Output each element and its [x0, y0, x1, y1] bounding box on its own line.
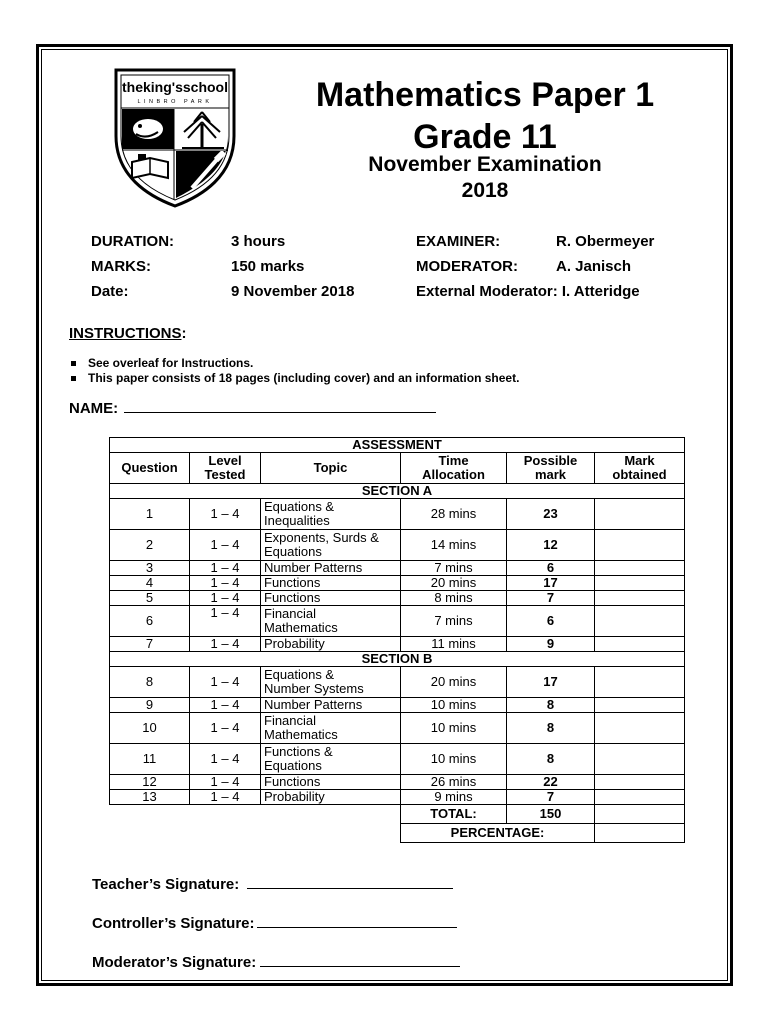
table-row — [110, 606, 685, 637]
header-question: Question — [110, 453, 190, 484]
cell-level: 1 – 4 — [190, 667, 261, 698]
cell-topic: Functions — [261, 775, 401, 790]
instructions-heading-colon: : — [181, 325, 187, 342]
cell-level: 1 – 4 — [190, 499, 261, 530]
cell-possible-mark: 9 — [507, 637, 595, 652]
teacher-signature-label: Teacher’s Signature: — [92, 876, 240, 893]
date-label: Date: — [91, 283, 129, 300]
cell-question: 5 — [110, 591, 190, 606]
header-possible-mark: Possible mark — [507, 453, 595, 484]
cell-time: 10 mins — [401, 698, 507, 713]
cell-level: 1 – 4 — [190, 698, 261, 713]
name-label: NAME: — [69, 400, 119, 417]
cell-question: 3 — [110, 561, 190, 576]
cell-time: 26 mins — [401, 775, 507, 790]
table-row — [110, 499, 685, 530]
cell-topic: Financial Mathematics — [261, 606, 401, 637]
percentage-value[interactable] — [595, 824, 685, 843]
svg-text:LINBRO PARK: LINBRO PARK — [137, 99, 213, 105]
moderator-label: MODERATOR: — [416, 258, 518, 275]
controller-signature-line[interactable] — [257, 913, 457, 928]
cell-question: 10 — [110, 713, 190, 744]
paper-title: Mathematics Paper 1 — [315, 76, 655, 114]
cell-time: 7 mins — [401, 561, 507, 576]
cell-possible-mark: 8 — [507, 713, 595, 744]
marks-label: MARKS: — [91, 258, 151, 275]
name-line[interactable] — [124, 398, 436, 413]
duration-value: 3 hours — [231, 233, 286, 250]
section-a-header: SECTION A — [110, 484, 685, 499]
cell-question: 12 — [110, 775, 190, 790]
header-level: Level Tested — [190, 453, 261, 484]
table-row — [110, 790, 685, 805]
cell-time: 10 mins — [401, 713, 507, 744]
teacher-signature[interactable] — [92, 874, 453, 893]
cell-time: 11 mins — [401, 637, 507, 652]
cell-possible-mark: 6 — [507, 561, 595, 576]
cell-question: 8 — [110, 667, 190, 698]
table-row — [110, 713, 685, 744]
cell-topic: Number Patterns — [261, 698, 401, 713]
external-moderator: External Moderator: I. Atteridge — [416, 283, 640, 300]
cell-topic: Exponents, Surds & Equations — [261, 530, 401, 561]
school-crest-logo — [112, 66, 238, 208]
cell-topic: Equations & Inequalities — [261, 499, 401, 530]
table-row — [110, 591, 685, 606]
cell-time: 28 mins — [401, 499, 507, 530]
cell-time: 20 mins — [401, 576, 507, 591]
cell-question: 4 — [110, 576, 190, 591]
table-row — [110, 744, 685, 775]
examiner-label: EXAMINER: — [416, 233, 501, 250]
cell-level: 1 – 4 — [190, 530, 261, 561]
table-row — [110, 775, 685, 790]
cell-mark-obtained[interactable] — [595, 790, 685, 805]
teacher-signature-line[interactable] — [247, 874, 453, 889]
name-field[interactable] — [69, 398, 436, 417]
total-obtained[interactable] — [595, 805, 685, 824]
cell-topic: Functions — [261, 576, 401, 591]
instruction-item: See overleaf for Instructions. — [70, 356, 519, 371]
assessment-title: ASSESSMENT — [110, 438, 685, 453]
table-row — [110, 667, 685, 698]
instructions-heading-text: INSTRUCTIONS — [69, 325, 182, 342]
cell-topic: Functions & Equations — [261, 744, 401, 775]
cell-mark-obtained[interactable] — [595, 576, 685, 591]
cell-level: 1 – 4 — [190, 790, 261, 805]
cell-time: 10 mins — [401, 744, 507, 775]
grade-title: Grade 11 — [413, 118, 557, 156]
cell-time: 8 mins — [401, 591, 507, 606]
cell-possible-mark: 17 — [507, 576, 595, 591]
cell-possible-mark: 22 — [507, 775, 595, 790]
table-header-row — [110, 453, 685, 484]
cell-time: 14 mins — [401, 530, 507, 561]
instructions-list — [70, 356, 519, 386]
cell-topic: Financial Mathematics — [261, 713, 401, 744]
assessment-table — [109, 437, 685, 843]
section-b-header: SECTION B — [110, 652, 685, 667]
cell-possible-mark: 7 — [507, 591, 595, 606]
moderator-signature[interactable] — [92, 952, 460, 971]
percentage-label: PERCENTAGE: — [401, 824, 595, 843]
header-topic: Topic — [261, 453, 401, 484]
cell-topic: Equations & Number Systems — [261, 667, 401, 698]
cell-mark-obtained[interactable] — [595, 667, 685, 698]
moderator-signature-label: Moderator’s Signature: — [92, 954, 257, 971]
cell-question: 1 — [110, 499, 190, 530]
cell-question: 11 — [110, 744, 190, 775]
cell-possible-mark: 8 — [507, 744, 595, 775]
cell-level: 1 – 4 — [190, 561, 261, 576]
cell-level: 1 – 4 — [190, 775, 261, 790]
cell-question: 6 — [110, 606, 190, 637]
moderator-signature-line[interactable] — [260, 952, 460, 967]
controller-signature[interactable] — [92, 913, 457, 932]
total-label: TOTAL: — [401, 805, 507, 824]
cell-mark-obtained[interactable] — [595, 775, 685, 790]
cell-mark-obtained[interactable] — [595, 637, 685, 652]
cell-question: 7 — [110, 637, 190, 652]
examiner-value: R. Obermeyer — [556, 233, 655, 250]
controller-signature-label: Controller’s Signature: — [92, 915, 255, 932]
exam-session: November Examination — [368, 153, 602, 176]
total-value: 150 — [507, 805, 595, 824]
cell-topic: Functions — [261, 591, 401, 606]
cell-mark-obtained[interactable] — [595, 698, 685, 713]
cell-possible-mark: 17 — [507, 667, 595, 698]
percentage-row — [110, 824, 685, 843]
duration-label: DURATION: — [91, 233, 175, 250]
header-time: Time Allocation — [401, 453, 507, 484]
table-row — [110, 576, 685, 591]
cell-mark-obtained[interactable] — [595, 591, 685, 606]
cell-question: 13 — [110, 790, 190, 805]
cell-level: 1 – 4 — [190, 713, 261, 744]
cell-level: 1 – 4 — [190, 744, 261, 775]
cell-mark-obtained[interactable] — [595, 530, 685, 561]
cell-level: 1 – 4 — [190, 591, 261, 606]
cell-time: 9 mins — [401, 790, 507, 805]
cell-level: 1 – 4 — [190, 606, 261, 637]
cell-level: 1 – 4 — [190, 637, 261, 652]
date-value: 9 November 2018 — [231, 283, 355, 300]
cell-topic: Number Patterns — [261, 561, 401, 576]
table-row — [110, 561, 685, 576]
marks-value: 150 marks — [231, 258, 305, 275]
cell-topic: Probability — [261, 790, 401, 805]
cell-time: 20 mins — [401, 667, 507, 698]
cell-topic: Probability — [261, 637, 401, 652]
total-row — [110, 805, 685, 824]
svg-text:theking'sschool: theking'sschool — [121, 79, 229, 95]
cell-mark-obtained[interactable] — [595, 744, 685, 775]
cell-question: 9 — [110, 698, 190, 713]
cell-time: 7 mins — [401, 606, 507, 637]
instructions-heading — [69, 325, 187, 342]
cell-possible-mark: 23 — [507, 499, 595, 530]
cell-mark-obtained[interactable] — [595, 561, 685, 576]
cell-level: 1 – 4 — [190, 576, 261, 591]
cell-possible-mark: 8 — [507, 698, 595, 713]
moderator-value: A. Janisch — [556, 258, 632, 275]
cell-possible-mark: 7 — [507, 790, 595, 805]
table-row — [110, 698, 685, 713]
instruction-item: This paper consists of 18 pages (including cover) and an information sheet. — [70, 371, 519, 386]
cell-question: 2 — [110, 530, 190, 561]
exam-year: 2018 — [461, 179, 509, 202]
table-row — [110, 637, 685, 652]
cell-mark-obtained[interactable] — [595, 713, 685, 744]
cell-possible-mark: 6 — [507, 606, 595, 637]
cell-possible-mark: 12 — [507, 530, 595, 561]
header-mark-obtained: Mark obtained — [595, 453, 685, 484]
cell-mark-obtained[interactable] — [595, 499, 685, 530]
table-row — [110, 530, 685, 561]
cell-mark-obtained[interactable] — [595, 606, 685, 637]
